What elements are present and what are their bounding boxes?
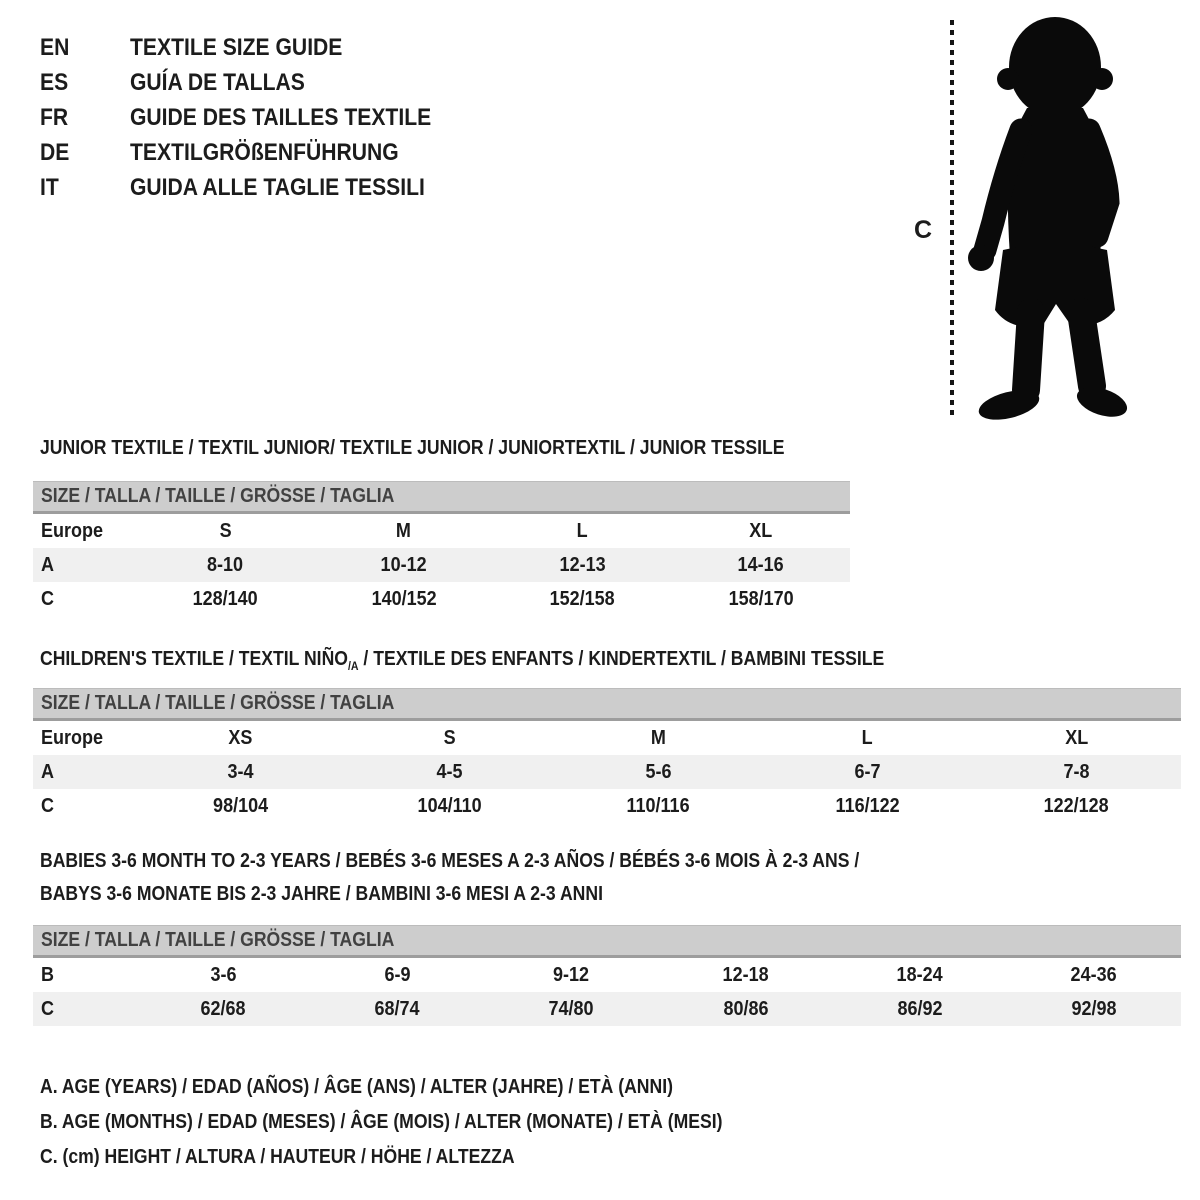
language-code: IT <box>40 174 59 201</box>
cell: S <box>443 726 456 749</box>
cell: 5-6 <box>645 760 672 783</box>
row-label: C <box>41 794 55 817</box>
language-row <box>40 100 472 135</box>
cell: 3-6 <box>210 963 237 986</box>
cell: 152/158 <box>549 587 615 610</box>
row-label: A <box>41 553 55 576</box>
table-row-height <box>33 789 1181 823</box>
cell: 74/80 <box>548 997 594 1020</box>
language-code: ES <box>40 69 69 96</box>
cell: 4-5 <box>436 760 463 783</box>
language-row <box>40 30 472 65</box>
cell: 92/98 <box>1071 997 1117 1020</box>
cell: XL <box>749 519 773 542</box>
babies-heading-line1: BABIES 3-6 MONTH TO 2-3 YEARS / BEBÉS 3-6 MESES A 2-3 AÑOS / BÉBÉS 3-6 MOIS À 2-3 ANS / <box>40 850 860 872</box>
cell: 80/86 <box>723 997 769 1020</box>
cell: 12-13 <box>559 553 606 576</box>
cell: M <box>650 726 666 749</box>
cell: 122/128 <box>1043 794 1110 817</box>
size-header-bar: SIZE / TALLA / TAILLE / GRÖSSE / TAGLIA <box>33 925 1181 958</box>
cell: S <box>219 519 232 542</box>
size-header-bar: SIZE / TALLA / TAILLE / GRÖSSE / TAGLIA <box>33 481 850 514</box>
cell: 3-4 <box>227 760 254 783</box>
cell: 6-7 <box>854 760 881 783</box>
children-section-heading: CHILDREN'S TEXTILE / TEXTIL $NIÑO_{/A}$ / TEXTILE DES ENFANTS / KINDERTEXTIL / BAMBINI TESSILE <box>40 648 885 673</box>
cell: M <box>396 519 412 542</box>
cell: XL <box>1064 726 1089 749</box>
cell: 62/68 <box>200 997 246 1020</box>
guide-title: TEXTILGRÖßENFÜHRUNG <box>130 139 399 166</box>
legend-line-b: B. AGE (MONTHS) / EDAD (MESES) / ÂGE (MOIS) / ALTER (MONATE) / ETÀ (MESI) <box>40 1111 723 1133</box>
cell: L <box>576 519 588 542</box>
cell: L <box>862 726 873 749</box>
language-row <box>40 65 472 100</box>
cell: 86/92 <box>897 997 943 1020</box>
language-code: EN <box>40 34 70 61</box>
cell: 116/122 <box>835 794 900 817</box>
cell: 128/140 <box>192 587 258 610</box>
row-label: C <box>41 587 55 610</box>
cell: 7-8 <box>1063 760 1090 783</box>
language-code: DE <box>40 139 70 166</box>
junior-size-table <box>33 481 850 616</box>
table-row-age <box>33 755 1181 789</box>
cell: 6-9 <box>384 963 411 986</box>
cell: XS <box>228 726 253 749</box>
cell: 8-10 <box>207 553 244 576</box>
babies-section-heading <box>40 845 971 911</box>
row-label: C <box>41 997 55 1020</box>
cell: 24-36 <box>1070 963 1117 986</box>
legend-line-a: A. AGE (YEARS) / EDAD (AÑOS) / ÂGE (ANS) / ALTER (JAHRE) / ETÀ (ANNI) <box>40 1076 673 1098</box>
cell: 140/152 <box>371 587 437 610</box>
row-label: Europe <box>41 726 104 749</box>
table-row-europe <box>33 721 1181 755</box>
junior-section-heading: JUNIOR TEXTILE / TEXTIL JUNIOR/ TEXTILE JUNIOR / JUNIORTEXTIL / JUNIOR TESSILE <box>40 437 785 459</box>
guide-title: GUIDE DES TAILLES TEXTILE <box>130 104 432 131</box>
row-label: Europe <box>41 519 104 542</box>
cell: 14-16 <box>737 553 784 576</box>
cell: 10-12 <box>380 553 427 576</box>
guide-title: TEXTILE SIZE GUIDE <box>130 34 343 61</box>
cell: 12-18 <box>722 963 769 986</box>
guide-title: GUIDA ALLE TAGLIE TESSILI <box>130 174 425 201</box>
table-row-height <box>33 992 1181 1026</box>
nino-a-subscript: /A <box>347 659 359 673</box>
cell: 9-12 <box>553 963 590 986</box>
row-label: B <box>41 963 55 986</box>
table-row-months <box>33 958 1181 992</box>
cell: 158/170 <box>728 587 794 610</box>
cell: 110/116 <box>626 794 691 817</box>
language-title-list <box>40 30 472 205</box>
height-measure-label: C <box>914 216 933 244</box>
toddler-silhouette-icon <box>905 12 1145 422</box>
language-code: FR <box>40 104 69 131</box>
legend-line-c: C. (cm) HEIGHT / ALTURA / HAUTEUR / HÖHE / ALTEZZA <box>40 1146 515 1168</box>
guide-title: GUÍA DE TALLAS <box>130 69 305 96</box>
table-row-age <box>33 548 850 582</box>
cell: 104/110 <box>417 794 482 817</box>
cell: 68/74 <box>374 997 420 1020</box>
language-row <box>40 135 472 170</box>
language-row <box>40 170 472 205</box>
babies-size-table <box>33 925 1181 1026</box>
table-row-height <box>33 582 850 616</box>
cell: 98/104 <box>212 794 269 817</box>
table-row-europe <box>33 514 850 548</box>
babies-heading-line2: BABYS 3-6 MONATE BIS 2-3 JAHRE / BAMBINI 3-6 MESI A 2-3 ANNI <box>40 883 603 905</box>
row-label: A <box>41 760 55 783</box>
cell: 18-24 <box>896 963 943 986</box>
size-header-bar: SIZE / TALLA / TAILLE / GRÖSSE / TAGLIA <box>33 688 1181 721</box>
measurement-legend <box>40 1070 816 1175</box>
children-size-table <box>33 688 1181 823</box>
